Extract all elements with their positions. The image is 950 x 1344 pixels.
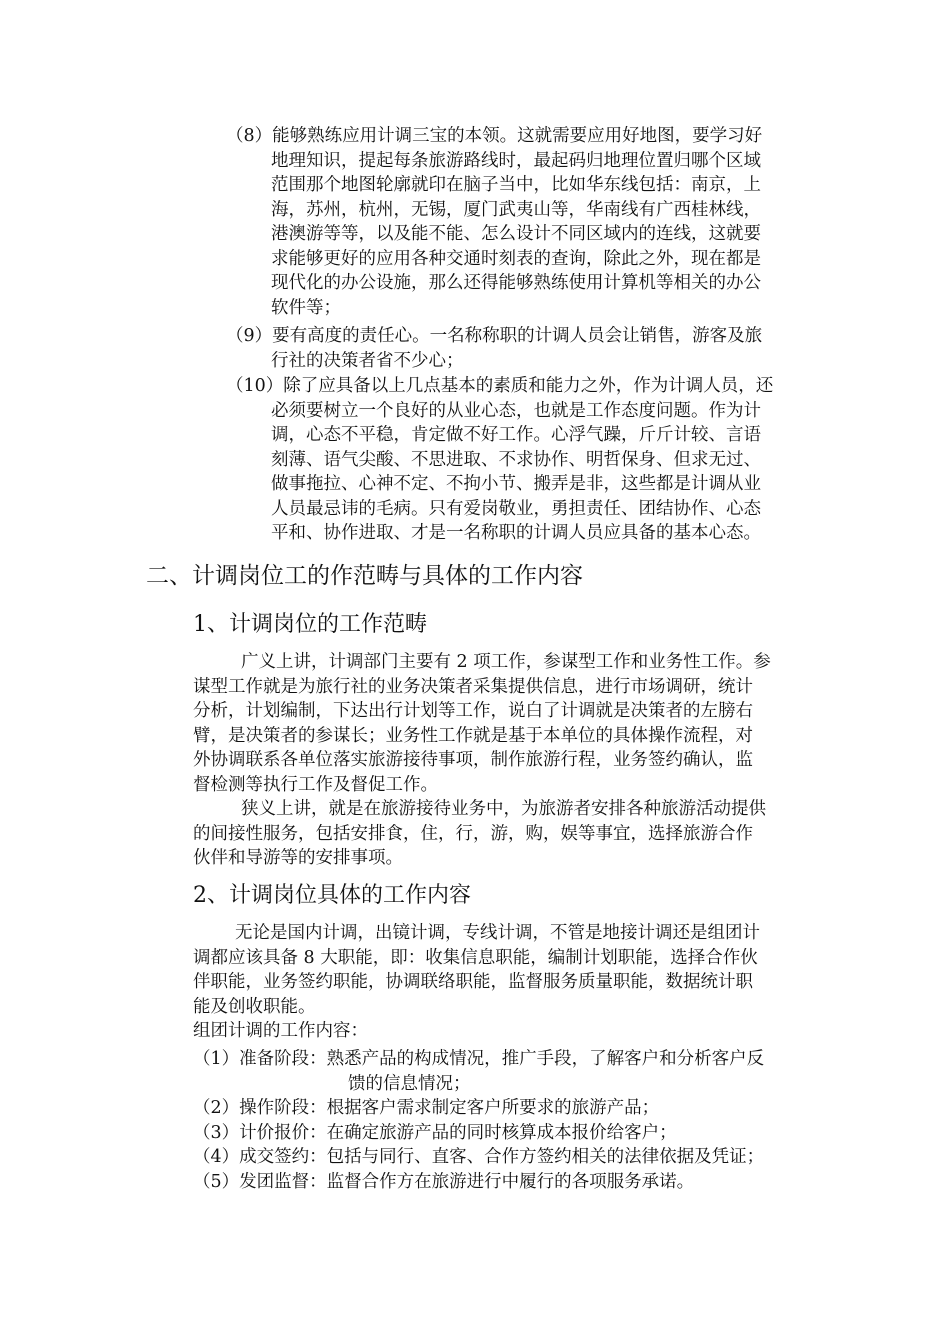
text-line: 范围那个地图轮廓就印在脑子当中，比如华东线包括：南京，上: [271, 175, 761, 195]
text-line: （8）能够熟练应用计调三宝的本领。这就需要应用好地图，要学习好: [226, 126, 763, 146]
text-line: 做事拖拉、心神不定、不拘小节、搬弄是非，这些都是计调从业: [271, 474, 761, 494]
text-line: 必须要树立一个良好的从业心态，也就是工作态度问题。作为计: [271, 400, 761, 421]
text-line: （3）计价报价：在确定旅游产品的同时核算成本报价给客户；: [193, 1122, 677, 1143]
text-line: （4）成交签约：包括与同行、直客、合作方签约相关的法律依据及凭证；: [193, 1147, 765, 1167]
text-line: 分析，计划编制，下达出行计划等工作，说白了计调就是决策者的左膀右: [193, 701, 753, 721]
text-line: （9）要有高度的责任心。一名称称职的计调人员会让销售，游客及旅: [226, 326, 763, 346]
text-line: 外协调联系各单位落实旅游接待事项，制作旅游行程，业务签约确认，监: [193, 750, 753, 770]
text-line: 馈的信息情况；: [348, 1073, 471, 1094]
text-line: 海，苏州，杭州，无锡，厦门武夷山等，华南线有广西桂林线，: [271, 199, 761, 220]
text-line: 调，心态不平稳，肯定做不好工作。心浮气躁，斤斤计较、言语: [271, 425, 761, 445]
paragraph: [193, 797, 766, 871]
text-line: 督检测等执行工作及督促工作。: [193, 774, 438, 795]
text-line: 港澳游等等，以及能不能、怎么设计不同区域内的连线，这就要: [271, 224, 761, 244]
subheading-1: 1、计调岗位的工作范畴: [193, 612, 427, 637]
text-line: 地理知识，提起每条旅游路线时，最起码归地理位置归哪个区域: [271, 150, 761, 171]
text-line: 狭义上讲，就是在旅游接待业务中，为旅游者安排各种旅游活动提供: [241, 799, 766, 819]
text-line: （2）操作阶段：根据客户需求制定客户所要求的旅游产品；: [193, 1098, 660, 1118]
text-line: 臂，是决策者的参谋长；业务性工作就是基于本单位的具体操作流程，对: [193, 725, 753, 746]
list-title: 组团计调的工作内容：: [193, 1021, 368, 1041]
list-item-9: [226, 324, 762, 373]
text-line: 求能够更好的应用各种交通时刻表的查询，除此之外，现在都是: [271, 248, 761, 269]
paragraph: [193, 650, 771, 797]
text-line: 现代化的办公设施，那么还得能够熟练使用计算机等相关的办公: [271, 273, 761, 293]
text-line: （5）发团监督：监督合作方在旅游进行中履行的各项服务承诺。: [193, 1171, 695, 1192]
text-line: 平和、协作进取、才是一名称职的计调人员应具备的基本心态。: [271, 523, 761, 543]
text-line: 广义上讲，计调部门主要有 2 项工作，参谋型工作和业务性工作。参: [241, 652, 771, 672]
text-line: 无论是国内计调，出镜计调，专线计调，不管是地接计调还是组团计: [235, 923, 760, 943]
text-line: 人员最忌讳的毛病。只有爱岗敬业，勇担责任、团结协作、心态: [271, 498, 761, 519]
text-line: 刻薄、语气尖酸、不思进取、不求协作、明哲保身、但求无过、: [271, 449, 761, 470]
list-item: [193, 1145, 764, 1170]
paragraph: [193, 921, 760, 1044]
text-line: 伙伴和导游等的安排事项。: [193, 848, 403, 868]
list-item-8: [226, 124, 762, 320]
list-item: [193, 1096, 764, 1121]
text-line: 行社的决策者省不少心；: [271, 350, 464, 371]
work-content-list: [193, 1047, 764, 1194]
text-line: 软件等；: [271, 297, 341, 318]
section-heading: 二、计调岗位工的作范畴与具体的工作内容: [146, 563, 583, 589]
text-line: 谋型工作就是为旅行社的业务决策者采集提供信息，进行市场调研，统计: [193, 676, 753, 697]
list-item-10: [226, 374, 773, 546]
text-line: （10）除了应具备以上几点基本的素质和能力之外，作为计调人员，还: [226, 376, 774, 396]
list-item: [193, 1170, 764, 1195]
text-line: 的间接性服务，包括安排食，住，行，游，购，娱等事宜，选择旅游合作: [193, 823, 753, 844]
list-item: [193, 1121, 764, 1146]
subheading-2: 2、计调岗位具体的工作内容: [193, 883, 471, 908]
text-line: 能及创收职能。: [193, 996, 316, 1017]
text-line: 伴职能，业务签约职能，协调联络职能，监督服务质量职能，数据统计职: [193, 972, 753, 992]
list-item: [193, 1047, 764, 1096]
text-line: 调都应该具备 8 大职能，即：收集信息职能，编制计划职能，选择合作伙: [193, 947, 758, 968]
text-line: （1）准备阶段：熟悉产品的构成情况，推广手段，了解客户和分析客户反: [193, 1049, 765, 1069]
